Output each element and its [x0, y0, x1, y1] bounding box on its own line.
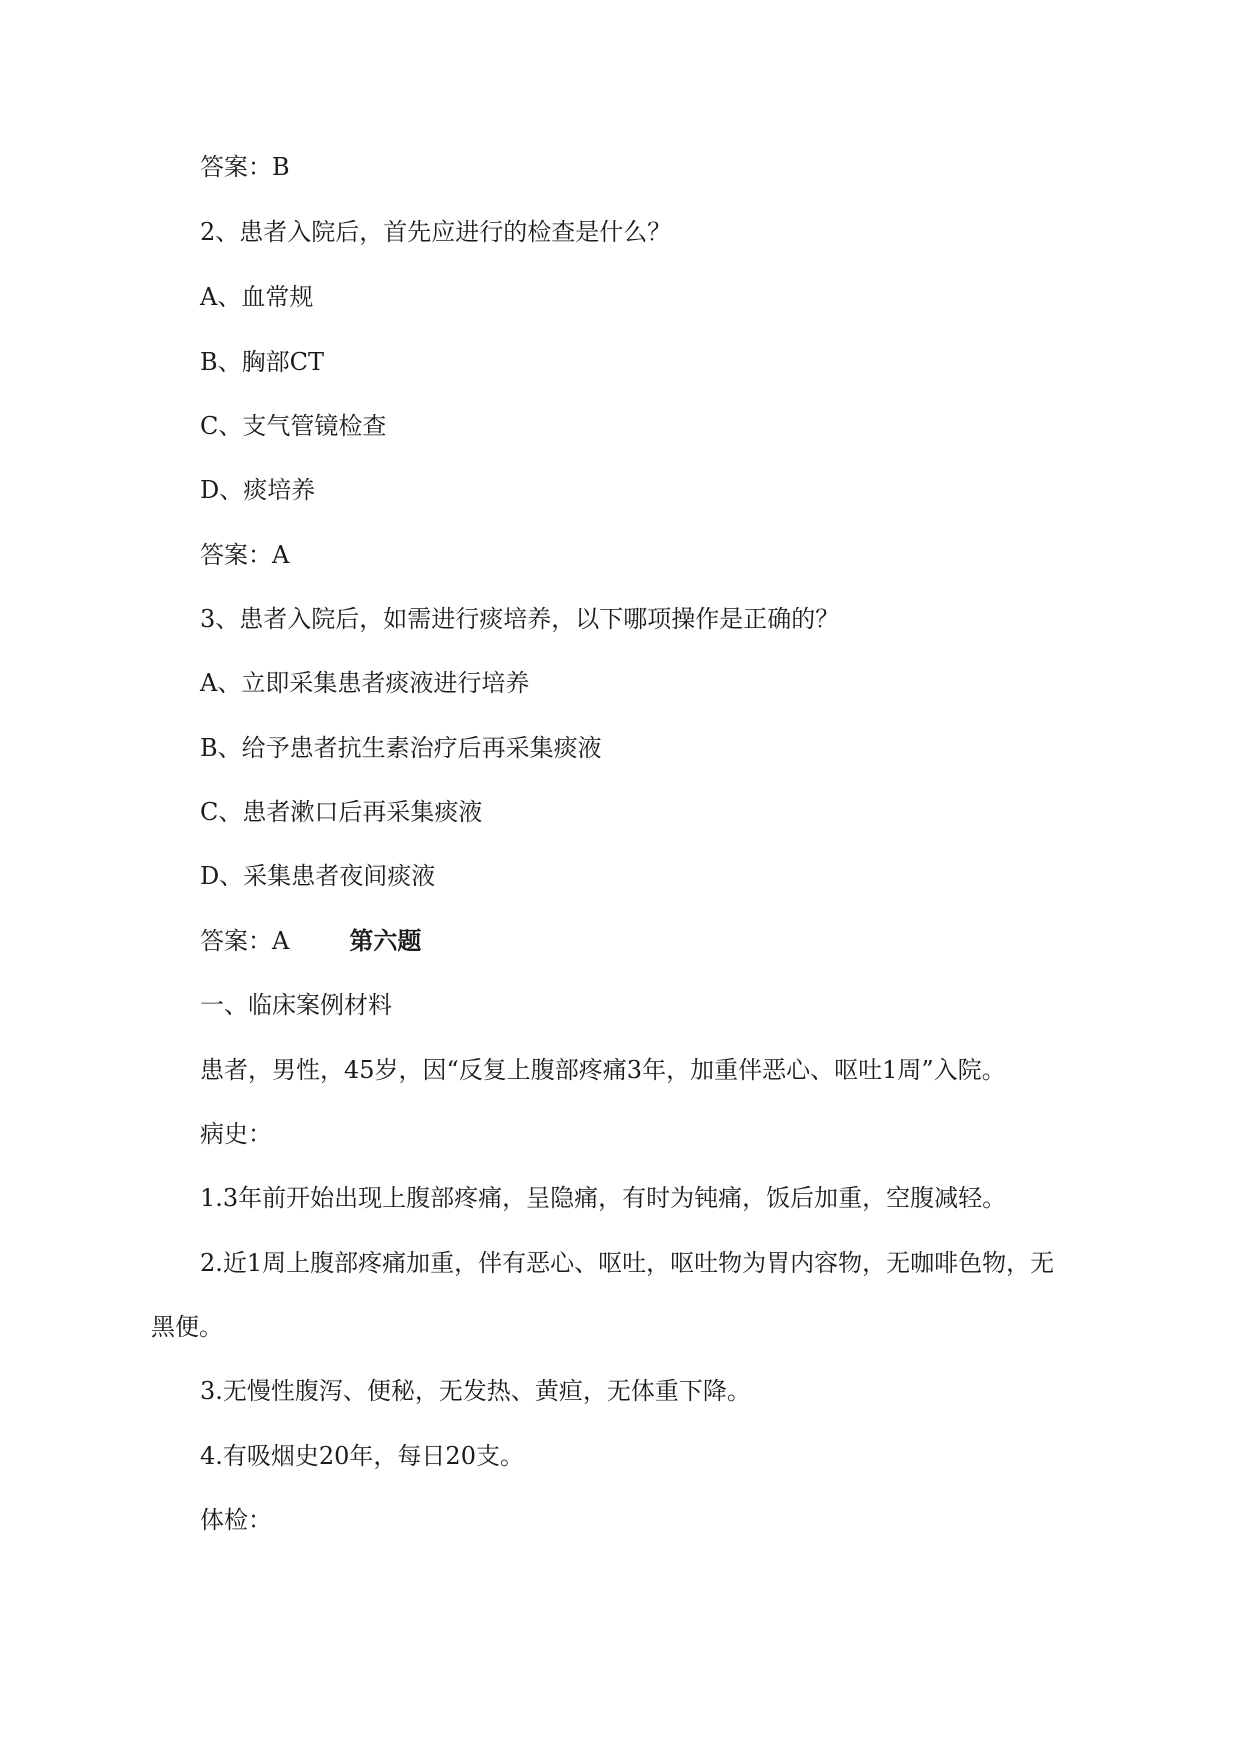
history-item-4: 4.有吸烟史20年，每日20支。 [200, 1442, 524, 1470]
q2-option-c: C、支气管镜检查 [200, 412, 387, 440]
exam-label: 体检： [200, 1506, 272, 1534]
history-item-3: 3.无慢性腹泻、便秘，无发热、黄疸，无体重下降。 [200, 1377, 751, 1405]
answer-q1: 答案：B [200, 153, 290, 181]
history-item-2-line-1: 2.近1周上腹部疼痛加重，伴有恶心、呕吐，呕吐物为胃内容物，无咖啡色物，无 [200, 1249, 1055, 1277]
q3-option-c: C、患者漱口后再采集痰液 [200, 798, 483, 826]
history-item-1: 1.3年前开始出现上腹部疼痛，呈隐痛，有时为钝痛，饭后加重，空腹减轻。 [200, 1184, 1007, 1212]
history-label: 病史： [200, 1120, 272, 1148]
q3-option-b: B、给予患者抗生素治疗后再采集痰液 [200, 734, 602, 762]
q3-option-d: D、采集患者夜间痰液 [200, 862, 436, 890]
history-item-2-line-2: 黑便。 [151, 1313, 223, 1341]
question-3: 3、患者入院后，如需进行痰培养，以下哪项操作是正确的？ [200, 605, 840, 633]
patient-intro: 患者，男性，45岁，因“反复上腹部疼痛3年，加重伴恶心、呕吐1周”入院。 [200, 1056, 1006, 1084]
q2-option-a: A、血常规 [200, 283, 314, 311]
q2-option-d: D、痰培养 [200, 476, 316, 504]
answer-q3: 答案：A [200, 927, 290, 955]
q2-option-b: B、胸部CT [200, 348, 325, 376]
answer-q3-row [200, 926, 421, 956]
q3-option-a: A、立即采集患者痰液进行培养 [200, 669, 530, 697]
section-title: 第六题 [349, 927, 422, 955]
question-2: 2、患者入院后，首先应进行的检查是什么？ [200, 218, 672, 246]
answer-q2: 答案：A [200, 541, 290, 569]
part1-heading: 一、临床案例材料 [200, 991, 392, 1019]
